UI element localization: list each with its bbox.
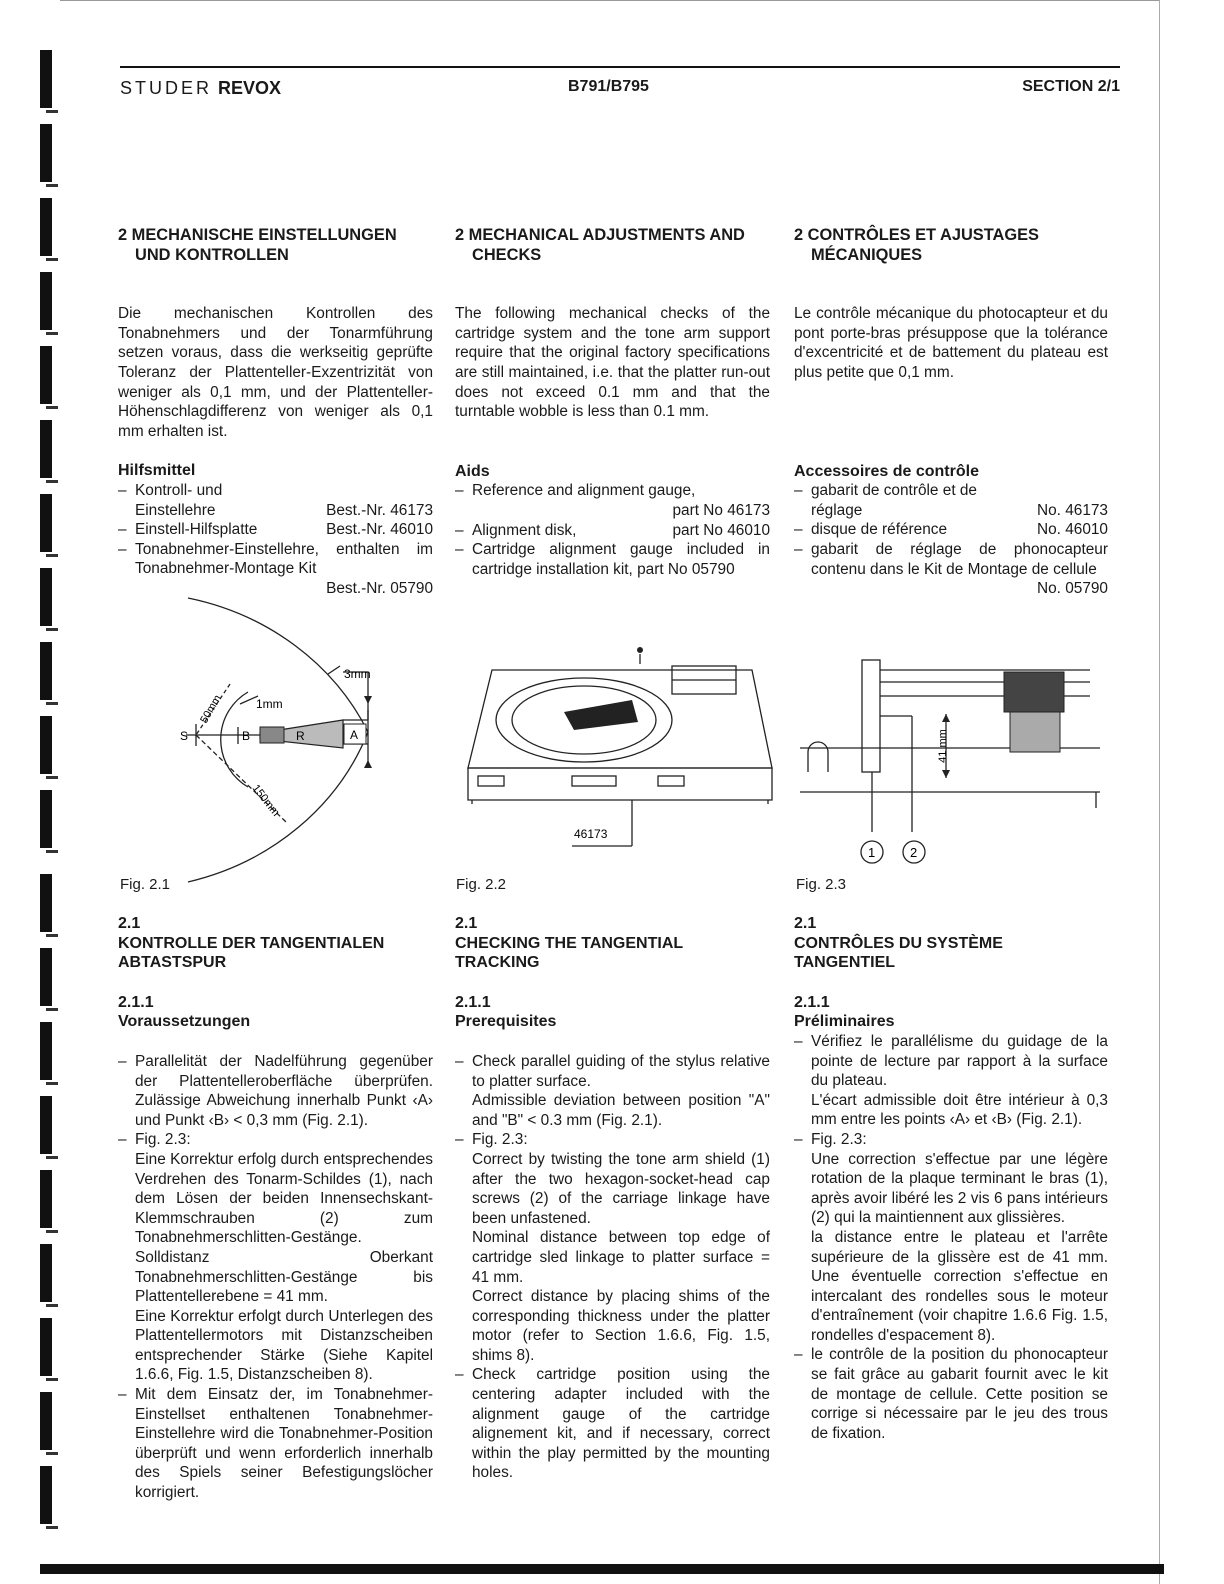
en-section-title: CHECKING THE TANGENTIAL TRACKING	[455, 934, 683, 972]
top-rule	[60, 0, 1160, 1]
fr-section-2-1	[794, 914, 1108, 1443]
list-item: – Fig. 2.3: Une correction s'effectue par une légère rotation de la plaque terminant le bras (1), après avoir libéré les 2 vis 6 pans intérieurs (2) qui la maintiennent aux glissières. la distance entre le plateau et l'arrête supérieure de la glissère est de 41 mm. Une éventuelle correction s'effectue en intercalant des rondelles sous le moteur d'entraînement (voir chapitre 1.6.6 Fig. 1.5, rondelles d'espacement 8).	[794, 1130, 1108, 1346]
de-subsection-title: Voraussetzungen	[118, 1013, 251, 1031]
list-item: – Reference and alignment gauge, part No 46173	[455, 481, 770, 520]
list-item: – Vérifiez le parallélisme du guidage de la pointe de lecture par rapport à la surface du plateau. L'écart admissible doit être intérieur à 0,3 mm entre les points ‹A› et ‹B› (Fig. 2.1).	[794, 1032, 1108, 1130]
brand-logo	[120, 78, 281, 99]
de-aids-list	[118, 481, 433, 599]
figure-2-3	[800, 652, 1114, 872]
model-number: B791/B795	[568, 78, 649, 95]
list-item: – le contrôle de la position du phonocapteur se fait grâce au gabarit fournit avec le kit de montage de cellule. Cette position se corrige si nécessaire par le jeu des trous de fixation.	[794, 1345, 1108, 1443]
fig-2-1-label: Fig. 2.1	[120, 876, 171, 893]
en-subsection-title: Prerequisites	[455, 1013, 557, 1031]
fr-intro: Le contrôle mécanique du photocapteur et du pont porte-bras présuppose que la tolérance d'excentricité et de battement du plateau est plus petite que 0,1 mm.	[794, 305, 1108, 381]
figure-2-1	[168, 592, 388, 892]
list-item: – Fig. 2.3: Correct by twisting the tone arm shield (1) after the two hexagon-socket-head cap screws (2) of the carriage linkage have been unfastened. Nominal distance between top edge of cartridge sled linkage to platter surface = 41 mm. Correct distance by placing shims of the corresponding thickness under the platter motor (refer to Section 1.6.6, Fig. 1.5, shims 8).	[455, 1130, 770, 1365]
fr-subsection-number: 2.1.1	[794, 993, 830, 1011]
list-item: – Alignment disk, part No 46010	[455, 521, 770, 541]
list-item: – Cartridge alignment gauge included in cartridge installation kit, part No 05790	[455, 540, 770, 579]
fig23-callout-2: 2	[910, 845, 918, 860]
brand-studer: STUDER	[120, 78, 213, 98]
list-item: – Fig. 2.3: Eine Korrektur erfolg durch entsprechendes Verdrehen des Tonarm-Schildes (1), nach dem Lösen der beiden Innensechskant-Klemmschrauben (2) zum Tonabnehmerschlitten-Gestänge. Solldistanz Oberkant Tonabnehmerschlitten-Gestänge bis Plattentellerebene = 41 mm. Eine Korrektur erfolgt durch Unterlegen des Plattentellermotors mit Distanzscheiben entsprechender Stärke (Siehe Kapitel 1.6.6, Fig. 1.5, Distanzscheiben 8).	[118, 1130, 433, 1385]
fr-steps-list	[794, 1032, 1108, 1443]
en-aids-list	[455, 481, 770, 579]
fr-subsection-title: Préliminaires	[794, 1013, 895, 1031]
list-item: – Kontroll- und Einstellehre Best.-Nr. 46173	[118, 481, 433, 520]
fig22-part-number: 46173	[574, 827, 608, 841]
bottom-bar	[40, 1564, 1164, 1574]
fig-2-3-label: Fig. 2.3	[796, 876, 847, 893]
en-section-2-1	[455, 914, 770, 1483]
column-english	[455, 226, 770, 579]
brand-revox: REVOX	[218, 78, 282, 98]
fig21-dim-3mm: 3mm	[344, 667, 371, 681]
list-item: – Tonabnehmer-Einstellehre, enthalten im Tonabnehmer-Montage Kit Best.-Nr. 05790	[118, 540, 433, 599]
en-title: 2 MECHANICAL ADJUSTMENTS AND CHECKS	[455, 226, 745, 264]
de-aids-title: Hilfsmittel	[118, 462, 196, 480]
de-subsection-number: 2.1.1	[118, 993, 154, 1011]
section-number: SECTION 2/1	[1022, 78, 1120, 95]
en-section-number: 2.1	[455, 915, 478, 932]
fig21-dim-1mm: 1mm	[256, 697, 283, 711]
en-steps-list	[455, 1052, 770, 1483]
fig23-dim-41mm: 41 mm	[937, 729, 949, 763]
fig21-label-a: A	[350, 728, 359, 742]
fr-title: 2 CONTRÔLES ET AJUSTAGES MÉCANIQUES	[794, 226, 1039, 264]
fig21-label-s: S	[180, 729, 189, 743]
de-intro: Die mechanischen Kontrollen des Tonabnehmers und der Tonarmführung setzen voraus, dass die werkseitig geprüfte Toleranz der Plattenteller-Exzentrizität von weniger als 0,1 mm, und der Plattenteller-Höhenschlagdifferenz von weniger als 0,1 mm erhalten ist.	[118, 305, 433, 440]
list-item: – Check cartridge position using the centering adapter included with the alignment gauge of the cartridge alignement kit, and if necessary, correct within the play permitted by the mounting holes.	[455, 1365, 770, 1483]
fig21-dim-150mm: 150mm	[249, 782, 282, 819]
fig21-label-b: B	[242, 729, 251, 743]
list-item: – Check parallel guiding of the stylus relative to platter surface. Admissible deviation between position "A" and "B" < 0.3 mm (Fig. 2.1).	[455, 1052, 770, 1130]
fig21-dim-50mm: 50mm	[198, 693, 224, 726]
de-title: 2 MECHANISCHE EINSTELLUNGEN UND KONTROLLEN	[118, 226, 397, 264]
figure-2-2	[462, 640, 782, 860]
column-german	[118, 226, 433, 599]
list-item: – Einstell-Hilfsplatte Best.-Nr. 46010	[118, 520, 433, 540]
fr-aids-list	[794, 481, 1108, 599]
list-item: – gabarit de contrôle et de réglage No. 46173	[794, 481, 1108, 520]
fr-section-title: CONTRÔLES DU SYSTÈME TANGENTIEL	[794, 934, 1003, 972]
fig21-label-r: R	[296, 729, 305, 743]
de-section-2-1	[118, 914, 433, 1503]
fig-2-2-label: Fig. 2.2	[456, 876, 507, 893]
de-section-number: 2.1	[118, 915, 141, 932]
page-header	[120, 66, 1120, 104]
list-item: – Parallelität der Nadelführung gegenüber der Plattentelleroberfläche überprüfen. Zulässige Abweichung innerhalb Punkt ‹A› und Punkt ‹B› < 0,3 mm (Fig. 2.1).	[118, 1052, 433, 1130]
list-item: – Mit dem Einsatz der, im Tonabnehmer-Einstellset enthaltenen Tonabnehmer-Einstellehre wird die Tonabnehmer-Position überprüft und wenn erforderlich innerhalb des Spiels seiner Befestigungslöcher korrigiert.	[118, 1385, 433, 1503]
fr-aids-title: Accessoires de contrôle	[794, 462, 979, 480]
en-subsection-number: 2.1.1	[455, 993, 491, 1011]
en-aids-title: Aids	[455, 462, 490, 480]
en-intro: The following mechanical checks of the cartridge system and the tone arm support require that the original factory specifications are still maintained, i.e. that the platter run-out does not exceed 0.1 mm and that the turntable wobble is less than 0.1 mm.	[455, 305, 770, 421]
right-margin-rule	[1159, 0, 1160, 1584]
list-item: – gabarit de réglage de phonocapteur contenu dans le Kit de Montage de cellule No. 05790	[794, 540, 1108, 599]
de-section-title: KONTROLLE DER TANGENTIALEN ABTASTSPUR	[118, 934, 385, 972]
de-steps-list	[118, 1052, 433, 1503]
list-item: – disque de référence No. 46010	[794, 520, 1108, 540]
fr-section-number: 2.1	[794, 915, 817, 932]
column-french	[794, 226, 1108, 599]
fig23-callout-1: 1	[868, 845, 876, 860]
